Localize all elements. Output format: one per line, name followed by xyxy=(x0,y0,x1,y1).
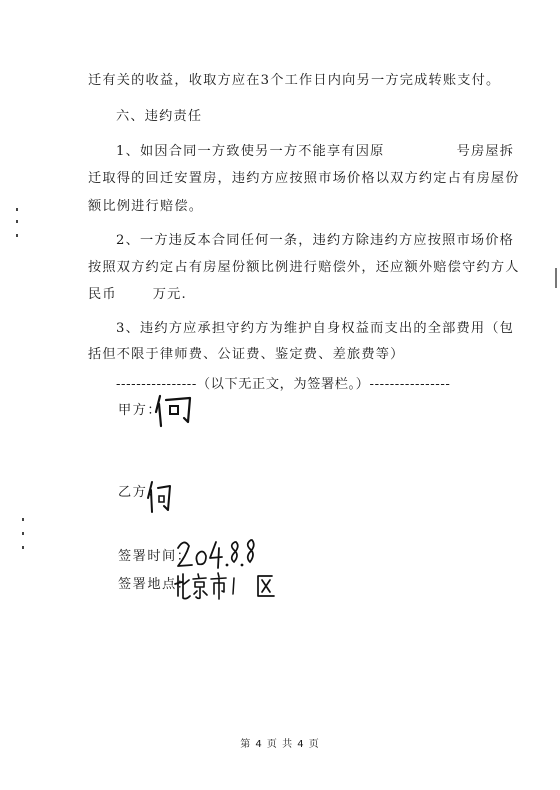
binding-mark xyxy=(16,208,18,211)
clause-1-text-b: 号房屋拆 xyxy=(456,144,515,159)
handwritten-sign-date xyxy=(176,536,258,570)
clause-2-unit: 万元. xyxy=(152,287,187,302)
section-heading-breach: 六、违约责任 xyxy=(116,109,203,124)
clause-2-currency: 民币 xyxy=(88,287,117,302)
clause-3-line-1: 3、违约方应承担守约方为维护自身权益而支出的全部费用（包 xyxy=(116,321,515,336)
clause-1-line-3: 额比例进行赔偿。 xyxy=(88,199,204,214)
sign-date-label: 签署时间： xyxy=(118,549,192,564)
binding-mark xyxy=(22,532,24,535)
clause-1-line-1 xyxy=(116,143,514,161)
handwritten-sign-place xyxy=(174,570,284,602)
right-edge-mark xyxy=(555,268,557,288)
party-a-signature xyxy=(154,392,194,428)
clause-1-line-2: 迁取得的回迁安置房，违约方应按照市场价格以双方约定占有房屋份 xyxy=(88,171,520,186)
end-of-text-divider: ----------------（以下无正文，为签署栏。）---------------- xyxy=(116,377,451,392)
binding-mark xyxy=(22,546,24,549)
party-a-label: 甲方： xyxy=(118,403,163,418)
binding-mark xyxy=(16,234,18,237)
sign-place-label: 签署地点： xyxy=(118,577,192,592)
clause-2-line-2: 按照双方约定占有房屋份额比例进行赔偿外，还应额外赔偿守约方人 xyxy=(88,260,520,275)
body-line-1: 迁有关的收益，收取方应在3个工作日内向另一方完成转账支付。 xyxy=(88,73,501,88)
clause-2-line-1: 2、一方违反本合同任何一条，违约方除违约方应按照市场价格 xyxy=(116,233,515,248)
binding-mark xyxy=(16,220,18,223)
clause-1-text-a: 1、如因合同一方致使另一方不能享有因原 xyxy=(116,144,385,159)
page-footer: 第 4 页 共 4 页 xyxy=(240,739,320,750)
binding-mark xyxy=(22,518,24,521)
party-b-label: 乙方： xyxy=(118,485,163,500)
clause-2-line-3 xyxy=(88,286,187,304)
clause-3-line-2: 括但不限于律师费、公证费、鉴定费、差旅费等） xyxy=(88,347,405,362)
party-b-signature xyxy=(146,476,176,516)
